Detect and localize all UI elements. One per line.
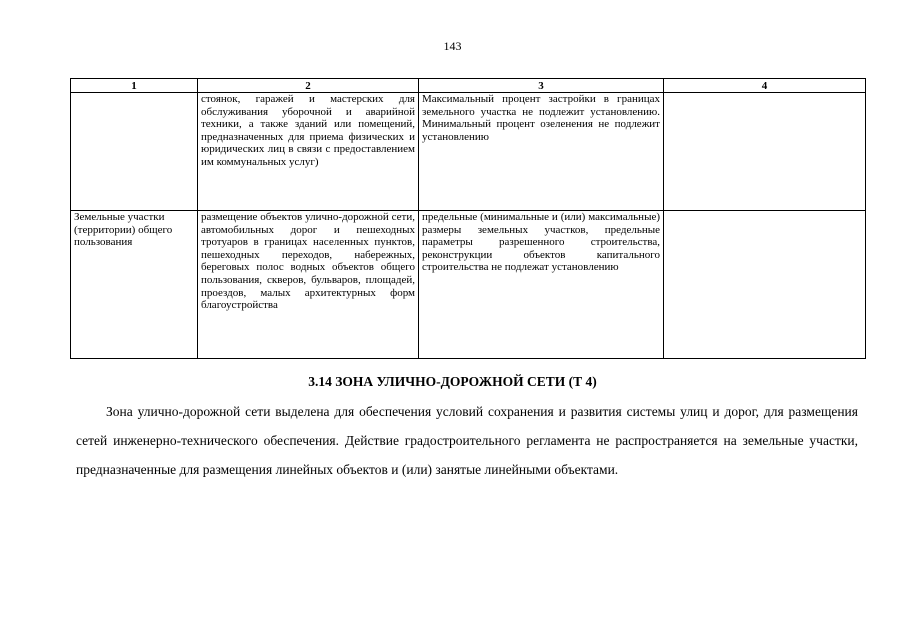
table-cell-notes — [664, 93, 866, 211]
section-paragraph — [76, 397, 858, 484]
table-row — [71, 211, 866, 359]
table-cell-description: размещение объектов улично-дорожной сети, автомобильных дорог и пешеходных тротуаров в границах населенных пунктов, пешеходных переходов, набережных, береговых полос водных объектов общего пользования, скверов, бульваров, площадей, проездов, малых архитектурных форм благоустройства — [198, 211, 419, 359]
header-col-4: 4 — [664, 79, 866, 93]
section-paragraph-text: Зона улично-дорожной сети выделена для обеспечения условий сохранения и развития системы улиц и дорог, для размещения сетей инженерно-технического обеспечения. Действие градостроительного регламента не распространяется на земельные участки, предназначенные для размещения линейных объектов и (или) занятые линейными объектами. — [76, 404, 858, 477]
header-col-1: 1 — [71, 79, 198, 93]
table-row — [71, 93, 866, 211]
header-col-3: 3 — [419, 79, 664, 93]
table-cell-use-type — [71, 93, 198, 211]
table-cell-notes — [664, 211, 866, 359]
table-cell-use-type: Земельные участки (территории) общего пользования — [71, 211, 198, 359]
table-header-row — [71, 79, 866, 93]
table-cell-parameters: Максимальный процент застройки в границах земельного участка не подлежит установлению. Минимальный процент озеленения не подлежит установлению — [419, 93, 664, 211]
page-number: 143 — [443, 39, 462, 53]
section-title: 3.14 ЗОНА УЛИЧНО-ДОРОЖНОЙ СЕТИ (Т 4) — [308, 374, 597, 389]
table-cell-parameters: предельные (минимальные и (или) максимальные) размеры земельных участков, предельные параметры разрешенного строительства, реконструкции объектов капитального строительства не подлежат установлению — [419, 211, 664, 359]
regulations-table — [70, 78, 866, 359]
header-col-2: 2 — [198, 79, 419, 93]
table-cell-description: стоянок, гаражей и мастерских для обслуживания уборочной и аварийной техники, а также зданий или помещений, предназначенных для приема физических и юридических лиц в связи с предоставлением им коммунальных услуг) — [198, 93, 419, 211]
